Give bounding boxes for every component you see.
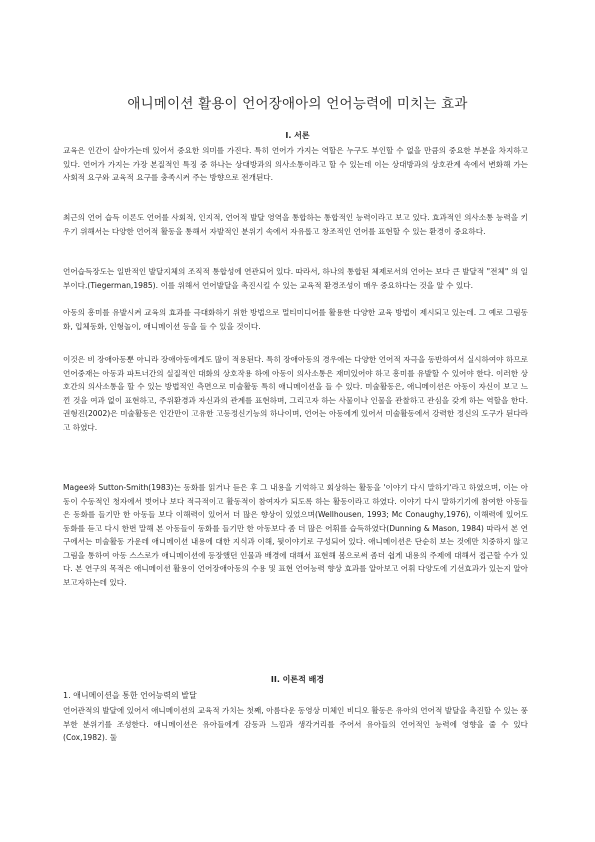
subsection-heading-1: 1. 애니메이션을 통한 언어능력의 발달 (63, 691, 197, 700)
paper-title: 애니메이션 활용이 언어장애아의 언어능력에 미치는 효과 (127, 96, 468, 112)
intro-paragraph-5: 이것은 비 장애아동뿐 아니라 장애아동에게도 많이 적용된다. 특히 장애아동의 경우에는 다양한 언어적 자극을 동반하여서 실시하여야 하므로 언어중재는 아동과 파트너간의 실질적인 대화의 상호작용 하에 아동이 의사소통은 재미있어야 하고 흥미를 유발할 수 있어야 한다. 이러한 상호간의 의사소통을 할 수 있는 방법적인 측면으로 미술활동 특히 애니메이션을 들 수 있다. 미술활동은, 애니메이션은 아동이 자신이 보고 느낀 것을 여과 없이 표현하고, 주위환경과 자신과의 관계를 표현하며, 그리고자 하는 사물이나 인물을 관찰하고 관심을 갖게 하는 역할을 한다. 권형진(2002)은 미술활동은 인간만이 고유한 고등정신기능의 하나이며, 언어는 아동에게 있어서 미술활동에서 강력한 정신의 도구가 된다라고 하였다. (63, 355, 528, 432)
intro-paragraph-2: 최근의 언어 습득 이론도 언어를 사회적, 인지적, 언어적 발달 영역을 통합하는 통합적인 능력이라고 보고 있다. 효과적인 의사소통 능력을 키우기 위해서는 다양한 언어적 활동을 통해서 자발적인 분위기 속에서 자유롭고 창조적인 언어를 표현할 수 있는 환경이 중요하다. (63, 213, 528, 236)
theory-paragraph-1: 언어관적의 발달에 있어서 애니메이션의 교육적 가치는 첫째, 아름다운 동영상 미체인 비디오 활동은 유아의 언어적 발달을 촉진할 수 있는 풍부한 분위기를 조성한다. 애니메이션은 유아들에게 감동과 느낌과 생각거리를 주어서 유아들의 언어적인 능력에 영향을 줄 수 있다(Cox,1982). 둘 (63, 706, 528, 742)
section-heading-introduction: I. 서론 (285, 131, 310, 140)
intro-paragraph-6: Magee와 Sutton-Smith(1983)는 동화를 읽거나 듣은 후 그 내용을 기억하고 회상하는 활동을 '이야기 다시 말하기'라고 하였으며, 이는 아동이 수동적인 청자에서 벗어나 보다 적극적이고 활동적이 참여자가 되도록 하는 활동이라고 하였다. 이야기 다시 말하기기에 참여한 아동들은 동화를 들기만 한 아동들 보다 이해력이 있어서 더 많은 향상이 있었으며(Wellhousen, 1993; Mc Conaughy,1976), 이해력에 있어도 동화를 듣고 다시 한번 말해 본 아동들이 동화를 들기만 한 아동보다 좀 더 많은 어휘를 습득하였다(Dunning & Mason, 1984) 따라서 본 연구에서는 미술활동 가운데 애니메이션 내용에 대한 지식과 이해, 뒷이야기로 구성되어 있다. 애니메이션은 단순히 보는 것에만 치중하지 않고 그림을 통하여 아동 스스로가 애니메이션에 등장했던 인물과 배경에 대해서 표현해 봄으로써 좀더 쉽게 내용의 주제에 대해서 접근할 수가 있다. 본 연구의 목적은 애니메이션 활용이 언어장애아동의 수용 및 표현 언어능력 향상 효과를 알아보고 어휘 다양도에 기선효과가 있는지 알아보고자하는데 있다. (63, 483, 528, 587)
section-heading-theory: II. 이론적 배경 (270, 675, 325, 684)
intro-paragraph-4: 아동의 흥미를 유발시켜 교육의 효과를 극대화하기 위한 방법으로 멀티미디어를 활용한 다양한 교육 방법이 제시되고 있는데. 그 예로 그림동화, 입체동화, 인형놀이, 애니메이션 등을 들 수 있을 것이다. (63, 308, 528, 331)
intro-paragraph-3: 언어습득장도는 일반적인 발달지체의 조직적 통합성에 연관되어 있다. 따라서, 하나의 통합된 체제로서의 언어는 보다 큰 발달적 "전체" 의 일부이다.(Tiegerman,1985). 이를 위해서 언어발달을 촉진시킬 수 있는 교육적 환경조성이 매우 중요하다는 것을 알 수 있다. (63, 267, 528, 290)
intro-paragraph-1: 교육은 인간이 살아가는데 있어서 중요한 의미를 가진다. 특히 언어가 가지는 역할은 누구도 부인할 수 없을 만큼의 중요한 부분을 차지하고 있다. 언어가 가지는 가장 본질적인 특징 중 하나는 상대방과의 의사소통이라고 할 수 있는데 이는 상대방과의 상호관계 속에서 변화해 가는 사회적 요구와 교육적 요구를 충족시켜 주는 방향으로 전개된다. (63, 146, 528, 182)
